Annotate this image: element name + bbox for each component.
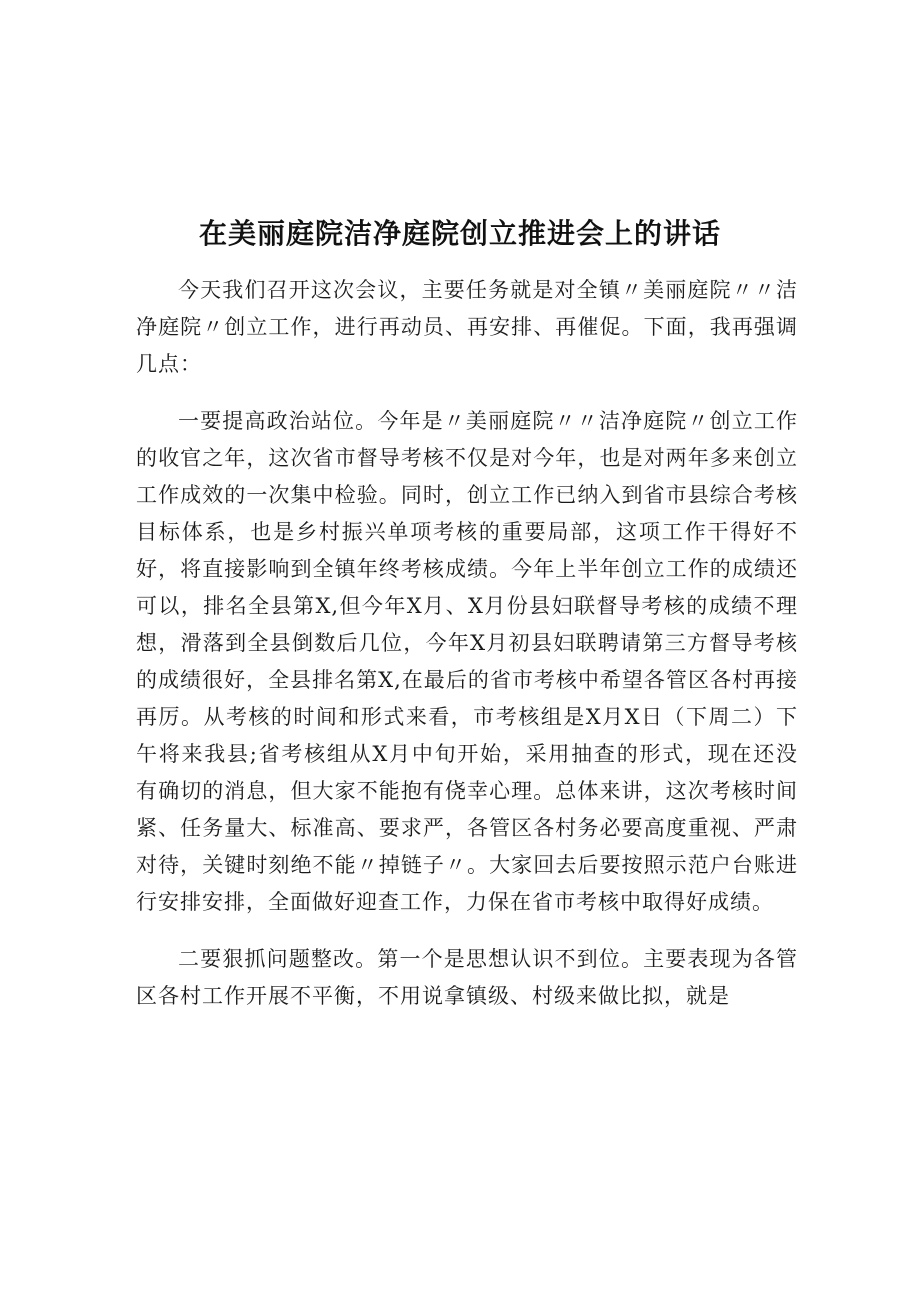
paragraph-point-two: 二要狠抓问题整改。第一个是思想认识不到位。主要表现为各管区各村工作开展不平衡，不用说拿镇级、村级来做比拟，就是	[136, 947, 798, 1008]
document-title: 在美丽庭院洁净庭院创立推进会上的讲话	[198, 217, 721, 250]
paragraph-opening: 今天我们召开这次会议，主要任务就是对全镇〃美丽庭院〃〃洁净庭院〃创立工作，进行再动员、再安排、再催促。下面，我再强调几点：	[136, 278, 798, 376]
paragraph-point-one: 一要提高政治站位。今年是〃美丽庭院〃〃洁净庭院〃创立工作的收官之年，这次省市督导考核不仅是对今年，也是对两年多来创立工作成效的一次集中检验。同时，创立工作已纳入到省市县综合考核目标体系，也是乡村振兴单项考核的重要局部，这项工作干得好不好，将直接影响到全镇年终考核成绩。今年上半年创立工作的成绩还可以，排名全县第X,但今年X月、X月份县妇联督导考核的成绩不理想，滑落到全县倒数后几位，今年X月初县妇联聘请第三方督导考核的成绩很好，全县排名第X,在最后的省市考核中希望各管区各村再接再厉。从考核的时间和形式来看，市考核组是X月X日（下周二）下午将来我县;省考核组从X月中旬开始，采用抽查的形式，现在还没有确切的消息，但大家不能抱有侥幸心理。总体来讲，这次考核时间紧、任务量大、标准高、要求严，各管区各村务必要高度重视、严肃对待，关键时刻绝不能〃掉链子〃。大家回去后要按照示范户台账进行安排安排，全面做好迎查工作，力保在省市考核中取得好成绩。	[136, 409, 798, 914]
document-body	[136, 272, 798, 1035]
